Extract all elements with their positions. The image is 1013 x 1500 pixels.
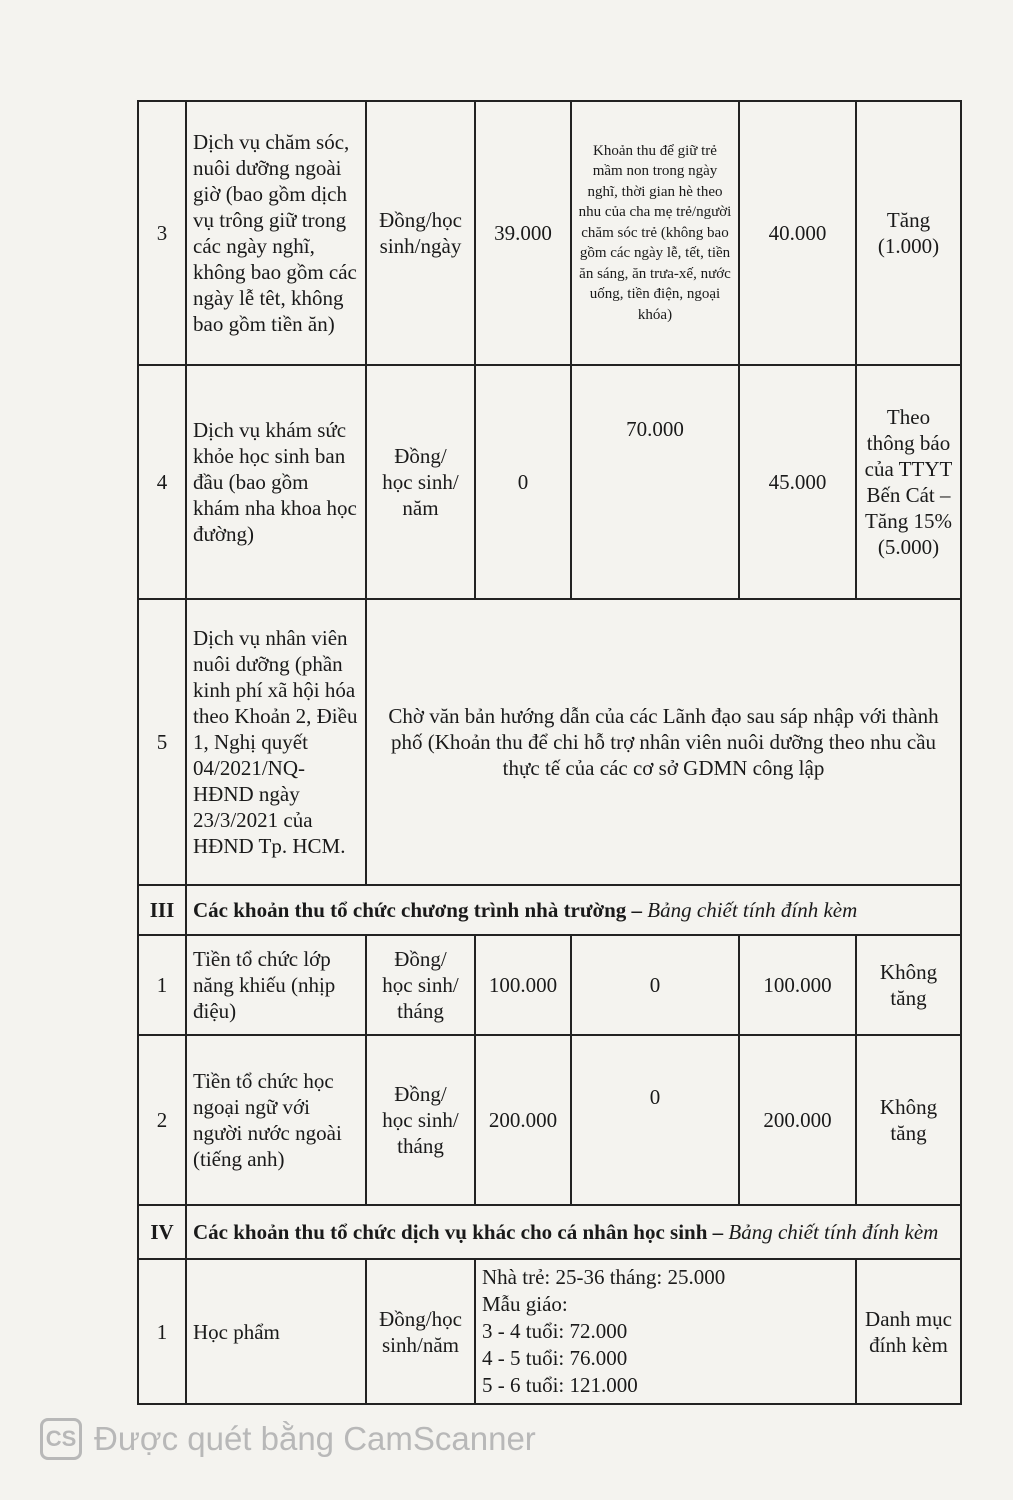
fee-description: 70.000 xyxy=(571,365,739,599)
note: Theo thông báo của TTYT Bến Cát – Tăng 15% (5.000) xyxy=(856,365,961,599)
row-number: 2 xyxy=(138,1035,186,1205)
watermark-text: Được quét bằng CamScanner xyxy=(94,1420,536,1457)
old-fee: 200.000 xyxy=(475,1035,571,1205)
new-fee: 40.000 xyxy=(739,101,856,365)
table-row xyxy=(138,1259,961,1404)
service-name: Dịch vụ chăm sóc, nuôi dưỡng ngoài giờ (bao gồm dịch vụ trông giữ trong các ngày nghĩ, không bao gồm các ngày lễ têt, không bao gồm tiền ăn) xyxy=(186,101,366,365)
unit: Đồng/học sinh/ngày xyxy=(366,101,475,365)
section-title-text: Các khoản thu tổ chức chương trình nhà trường – xyxy=(193,898,643,922)
table-row xyxy=(138,1035,961,1205)
note: Không tăng xyxy=(856,935,961,1035)
old-fee: 100.000 xyxy=(475,935,571,1035)
section-title-italic: Bảng chiết tính đính kèm xyxy=(728,1220,939,1244)
camscanner-watermark xyxy=(40,1418,536,1460)
fee-table xyxy=(137,100,962,1405)
camscanner-logo-icon: CS xyxy=(40,1418,82,1460)
section-header xyxy=(138,885,961,935)
table-row xyxy=(138,599,961,885)
service-name: Dịch vụ nhân viên nuôi dưỡng (phần kinh phí xã hội hóa theo Khoản 2, Điều 1, Nghị quyết 04/2021/NQ-HĐND ngày 23/3/2021 của HĐND Tp. HCM. xyxy=(186,599,366,885)
row-number: 5 xyxy=(138,599,186,885)
unit: Đồng/học sinh/năm xyxy=(366,1259,475,1404)
old-fee: 39.000 xyxy=(475,101,571,365)
section-title-italic: Bảng chiết tính đính kèm xyxy=(647,898,858,922)
old-fee: 0 xyxy=(475,365,571,599)
section-number: III xyxy=(138,885,186,935)
fee-description: 0 xyxy=(571,935,739,1035)
section-number: IV xyxy=(138,1205,186,1259)
new-fee: 200.000 xyxy=(739,1035,856,1205)
table-row xyxy=(138,101,961,365)
table-row xyxy=(138,935,961,1035)
section-title-text: Các khoản thu tổ chức dịch vụ khác cho cá nhân học sinh – xyxy=(193,1220,724,1244)
section-title xyxy=(186,885,961,935)
table-row xyxy=(138,365,961,599)
new-fee: 45.000 xyxy=(739,365,856,599)
row-number: 1 xyxy=(138,1259,186,1404)
row-number: 1 xyxy=(138,935,186,1035)
row-number: 3 xyxy=(138,101,186,365)
service-name: Học phẩm xyxy=(186,1259,366,1404)
note: Không tăng xyxy=(856,1035,961,1205)
section-header xyxy=(138,1205,961,1259)
unit: Đồng/ học sinh/ tháng xyxy=(366,1035,475,1205)
fee-description: Khoản thu để giữ trẻ mầm non trong ngày nghĩ, thời gian hè theo nhu của cha mẹ trẻ/người chăm sóc trẻ (không bao gồm các ngày lễ, tết, tiền ăn sáng, ăn trưa-xế, nước uống, tiền điện, ngoại khóa) xyxy=(571,101,739,365)
service-name: Tiền tổ chức học ngoại ngữ với người nước ngoài (tiếng anh) xyxy=(186,1035,366,1205)
new-fee: 100.000 xyxy=(739,935,856,1035)
unit: Đồng/ học sinh/ năm xyxy=(366,365,475,599)
pending-note: Chờ văn bản hướng dẫn của các Lãnh đạo sau sáp nhập với thành phố (Khoản thu để chi hỗ trợ nhân viên nuôi dưỡng theo nhu cầu thực tế của các cơ sở GDMN công lập xyxy=(366,599,961,885)
note: Tăng (1.000) xyxy=(856,101,961,365)
fee-description: 0 xyxy=(571,1035,739,1205)
note: Danh mục đính kèm xyxy=(856,1259,961,1404)
service-name: Tiền tổ chức lớp năng khiếu (nhịp điệu) xyxy=(186,935,366,1035)
row-number: 4 xyxy=(138,365,186,599)
section-title xyxy=(186,1205,961,1259)
service-name: Dịch vụ khám sức khỏe học sinh ban đầu (bao gồm khám nha khoa học đường) xyxy=(186,365,366,599)
fee-detail: Nhà trẻ: 25-36 tháng: 25.000 Mẫu giáo: 3 - 4 tuổi: 72.000 4 - 5 tuổi: 76.000 5 - 6 tuổi: 121.000 xyxy=(475,1259,856,1404)
unit: Đồng/ học sinh/ tháng xyxy=(366,935,475,1035)
